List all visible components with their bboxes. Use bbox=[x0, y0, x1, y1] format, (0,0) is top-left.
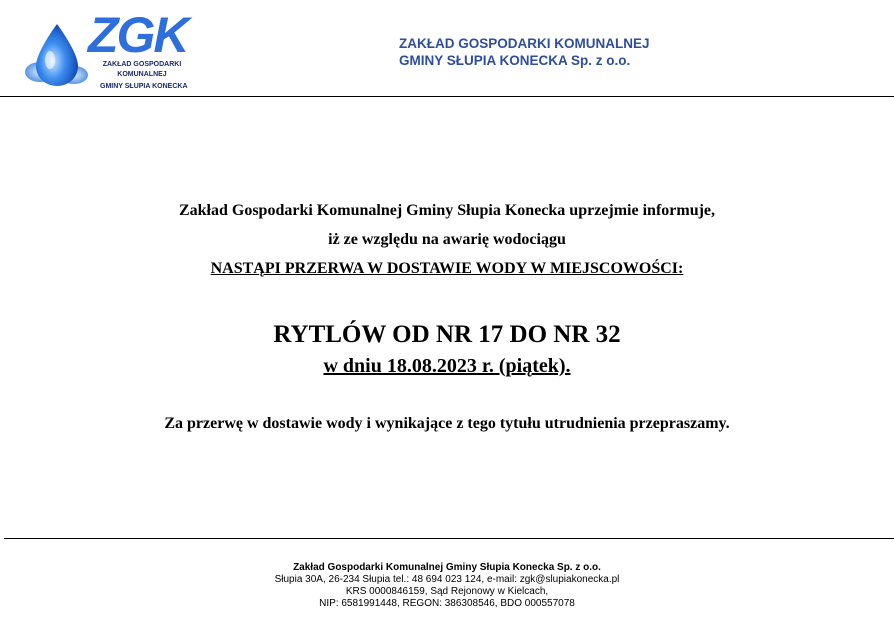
header-divider bbox=[0, 96, 894, 97]
footer-krs: KRS 0000846159, Sąd Rejonowy w Kielcach, bbox=[345, 586, 549, 597]
notice-intro-line1: Zakład Gospodarki Komunalnej Gminy Słupia Konecka uprzejmie informuje, bbox=[178, 202, 716, 219]
company-name-line2: GMINY SŁUPIA KONECKA Sp. z o.o. bbox=[399, 53, 631, 68]
notice-apology: Za przerwę w dostawie wody i wynikające z tego tytułu utrudnienia przepraszamy. bbox=[164, 415, 730, 432]
water-drop-icon bbox=[22, 20, 92, 92]
company-logo bbox=[22, 7, 192, 92]
notice-date: w dniu 18.08.2023 r. (piątek). bbox=[323, 355, 571, 377]
footer-tax-ids: NIP: 6581991448, REGON: 386308546, BDO 000557078 bbox=[319, 598, 575, 609]
company-name-header bbox=[399, 35, 650, 69]
logo-mark: ZGK bbox=[88, 7, 188, 63]
logo-subtitle-line1: ZAKŁAD GOSPODARKI bbox=[102, 61, 182, 68]
footer-address-contact: Słupia 30A, 26-234 Słupia tel.: 48 694 023 124, e-mail: zgk@slupiakonecka.pl bbox=[274, 574, 620, 585]
logo-subtitle-line2: KOMUNALNEJ bbox=[117, 71, 167, 78]
footer-company-name: Zakład Gospodarki Komunalnej Gminy Słupia Konecka Sp. z o.o. bbox=[293, 562, 601, 573]
notice-intro-line2: iż ze względu na awarię wodociągu bbox=[328, 231, 566, 248]
logo-subtitle-line3: GMINY SŁUPIA KONECKA bbox=[100, 83, 188, 90]
notice-location: RYTLÓW OD NR 17 DO NR 32 bbox=[273, 321, 621, 348]
company-name-line1: ZAKŁAD GOSPODARKI KOMUNALNEJ bbox=[399, 36, 650, 51]
footer-divider bbox=[4, 538, 894, 539]
notice-headline: NASTĄPI PRZERWA W DOSTAWIE WODY W MIEJSCOWOŚCI: bbox=[210, 260, 684, 277]
